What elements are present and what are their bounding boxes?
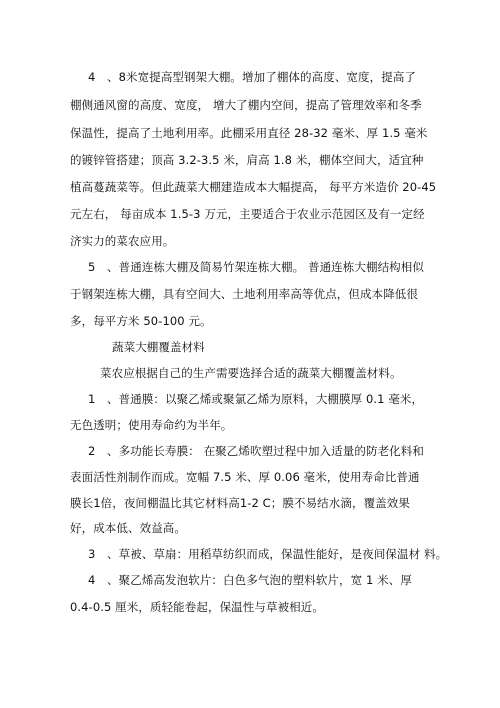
paragraph-5-line-1: 5 、普通连栋大棚及简易竹架连栋大棚。 普通连栋大棚结构相似: [88, 260, 424, 274]
paragraph-4-line-2: 棚侧通风窗的高度、宽度， 增大了棚内空间，提高了管理效率和冬季: [70, 98, 422, 112]
item-3-line-1: 3 、草被、草扇：用稻草纺织而成，保温性能好，是夜间保温材 料。: [88, 547, 448, 561]
paragraph-4-line-3: 保温性，提高了土地利用率。此棚采用直径 28-32 毫米、厚 1.5 毫米: [70, 126, 428, 140]
item-1-line-2: 无色透明；使用寿命约为半年。: [70, 418, 233, 432]
paragraph-4-line-1: 4 、8米宽提高型钢架大棚。增加了棚体的高度、宽度，提高了: [88, 70, 417, 84]
paragraph-4-line-6: 元左右， 每亩成本 1.5-3 万元，主要适合于农业示范园区及有一定经: [70, 207, 425, 221]
paragraph-4-line-7: 济实力的菜农应用。: [70, 234, 175, 248]
item-4-line-2: 0.4-0.5 厘米，质轻能卷起，保温性与草被相近。: [70, 600, 324, 614]
paragraph-5-line-3: 多，每平方米 50-100 元。: [70, 314, 212, 328]
intro-paragraph: 菜农应根据自己的生产需要选择合适的蔬菜大棚覆盖材料。: [100, 366, 402, 380]
paragraph-4-line-5: 植高蔓蔬菜等。但此蔬菜大棚建造成本大幅提高， 每平方米造价 20-45: [70, 180, 437, 194]
item-1-line-1: 1 、普通膜：以聚乙烯或聚氯乙烯为原料，大棚膜厚 0.1 毫米，: [88, 392, 424, 406]
item-2-line-2: 表面活性剂制作而成。宽幅 7.5 米、厚 0.06 毫米，使用寿命比普通: [70, 470, 420, 484]
paragraph-5-line-2: 于钢架连栋大棚，具有空间大、土地利用率高等优点，但成本降低很: [70, 287, 418, 301]
item-2-line-4: 好，成本低、效益高。: [70, 521, 186, 535]
item-2-line-3: 膜长1倍，夜间棚温比其它材料高1-2 C；膜不易结水滴，覆盖效果: [70, 496, 410, 510]
item-4-line-1: 4 、聚乙烯高发泡软片：白色多气泡的塑料软片，宽 1 米、厚: [88, 573, 412, 587]
paragraph-4-line-4: 的镀锌管搭建；顶高 3.2-3.5 米，肩高 1.8 米，棚体空间大，适宜种: [70, 153, 424, 167]
section-heading: 蔬菜大棚覆盖材料: [112, 340, 205, 354]
item-2-line-1: 2 、多功能长寿膜： 在聚乙烯吹塑过程中加入适量的防老化料和: [88, 444, 424, 458]
